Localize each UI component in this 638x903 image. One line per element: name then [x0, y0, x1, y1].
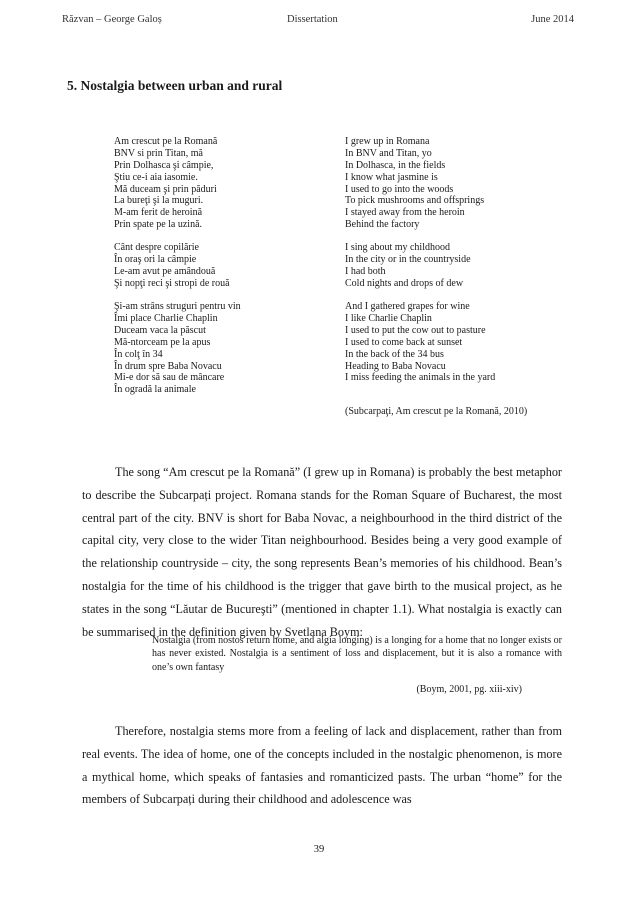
translation-line: In BNV and Titan, yo [345, 147, 432, 159]
lyric-line: Mă-ntorceam pe la apus [114, 336, 211, 348]
header-author: Răzvan – George Galoș [62, 14, 162, 25]
translation-line: I had both [345, 266, 386, 278]
lyric-line: Mi-e dor să sau de mâncare [114, 372, 225, 384]
translation-line [345, 384, 554, 396]
translation-line: I stayed away from the heroin [345, 207, 465, 219]
quote-citation-text: (Boym, 2001, pg. xiii-xiv) [416, 684, 522, 695]
translation-line: I miss feeding the animals in the yard [345, 372, 496, 384]
lyrics-citation: (Subcarpaţi, Am crescut pe la Romană, 2010) [345, 406, 528, 418]
translation-line: I used to put the cow out to pasture [345, 324, 486, 336]
section-title: 5. Nostalgia between urban and rural [67, 78, 283, 93]
lyric-line: În drum spre Baba Novacu [114, 360, 222, 372]
lyric-line: Prin Dolhasca şi câmpie, [114, 159, 214, 171]
romanian-lyrics-column [114, 242, 345, 290]
lyric-line: Îmi place Charlie Chaplin [114, 312, 218, 324]
body-paragraph-2: Therefore, nostalgia stems more from a feeling of lack and displacement, rather than from real events. The idea of home, one of the concepts included in the nostalgic phenomenon, is more a mythical home, which speaks of fantasies and romanticized pasts. The urban “home” for the members of Subcarpați during their childhood and adolescence was [82, 724, 562, 807]
lyric-line: Prin spate pe la uzină. [114, 219, 203, 231]
romanian-lyrics-column [114, 136, 345, 231]
lyric-line: BNV si prin Titan, mă [114, 147, 203, 159]
lyric-line: În colţ în 34 [114, 348, 163, 360]
body-paragraph-1: The song “Am crescut pe la Romană” (I grew up in Romana) is probably the best metaphor to describe the Subcarpați project. Romana stands for the Roman Square of Bucharest, the most central part of the city. BNV is short for Baba Novac, a neighbourhood in the third district of the capital city, very close to the wider Titan neighbourhood. Besides being a very good example of the relationship countryside – city, the song represents Bean’s memories of his childhood. Bean’s nostalgia for the time of his childhood is the trigger that gave birth to the musical project, as he states in the song “Lăutar de Bucureşti” (mentioned in chapter 1.1). What nostalgia is exactly can be summarised in the definition given by Svetlana Boym: [82, 465, 562, 639]
song-lyrics [114, 136, 554, 417]
lyrics-stanza [114, 301, 554, 396]
header-title: Dissertation [287, 14, 338, 25]
header-date: June 2014 [531, 14, 574, 25]
translation-line: I used to go into the woods [345, 183, 454, 195]
english-translation-column [345, 242, 554, 290]
translation-line: And I gathered grapes for wine [345, 301, 470, 313]
lyric-line: La bureţi şi la muguri. [114, 195, 204, 207]
lyric-line: În oraş ori la câmpie [114, 254, 197, 266]
lyrics-stanza [114, 136, 554, 231]
translation-line: I know what jasmine is [345, 171, 438, 183]
translation-line: In Dolhasca, in the fields [345, 159, 446, 171]
quote-citation [152, 684, 562, 695]
lyric-line: În ogradă la animale [114, 384, 196, 396]
lyric-line: Le-am avut pe amândouă [114, 266, 216, 278]
lyric-line: Ştiu ce-i aia iasomie. [114, 171, 198, 183]
translation-line: To pick mushrooms and offsprings [345, 195, 485, 207]
lyric-line: Şi nopţi reci şi stropi de rouă [114, 277, 230, 289]
page-number: 39 [313, 844, 325, 855]
translation-line: I like Charlie Chaplin [345, 312, 432, 324]
english-translation-column [345, 136, 554, 231]
lyric-line: Duceam vaca la păscut [114, 324, 206, 336]
translation-line: Heading to Baba Novacu [345, 360, 446, 372]
translation-line: Cold nights and drops of dew [345, 277, 464, 289]
translation-line: In the city or in the countryside [345, 254, 471, 266]
block-quote: Nostalgia (from nostos return home, and algia longing) is a longing for a home that no longer exists or has never existed. Nostalgia is a sentiment of loss and displacement, but it is also a romance with one’s own fantasy [152, 635, 562, 673]
lyric-line: Am crescut pe la Romană [114, 136, 218, 147]
lyric-line: Şi-am strâns struguri pentru vin [114, 301, 241, 313]
romanian-lyrics-column [114, 301, 345, 396]
translation-line: In the back of the 34 bus [345, 348, 444, 360]
translation-line: I grew up in Romana [345, 136, 430, 147]
english-translation-column [345, 301, 554, 396]
lyric-line: Cânt despre copilărie [114, 242, 199, 254]
lyric-line: M-am ferit de heroină [114, 207, 203, 219]
translation-line: I sing about my childhood [345, 242, 450, 254]
lyrics-stanza [114, 242, 554, 290]
page-header [62, 14, 574, 28]
translation-line: I used to come back at sunset [345, 336, 463, 348]
lyric-line: Mă duceam şi prin păduri [114, 183, 217, 195]
translation-line: Behind the factory [345, 219, 420, 231]
